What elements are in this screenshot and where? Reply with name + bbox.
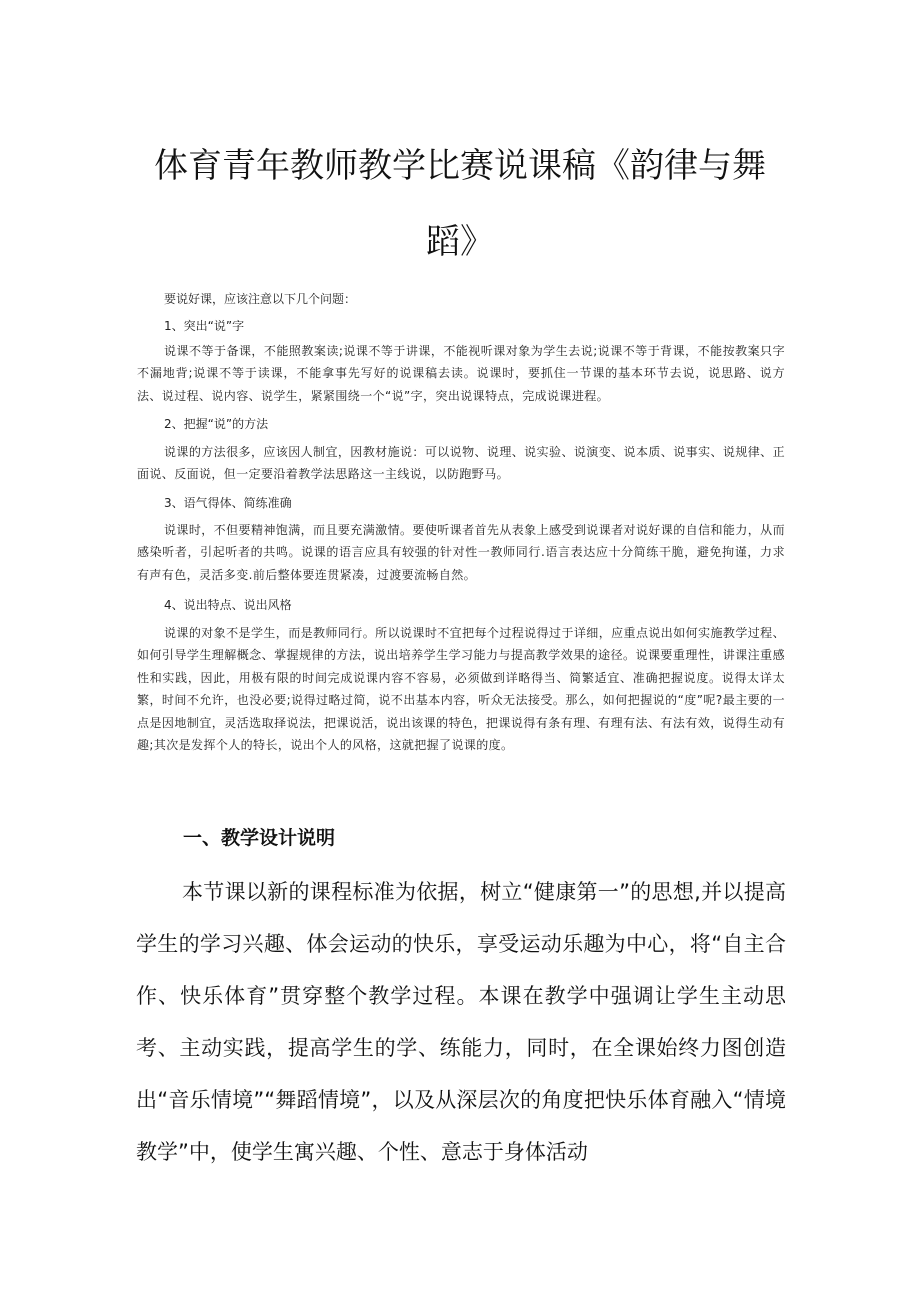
point-heading-3: 3、语气得体、简练准确 bbox=[164, 496, 292, 510]
point-paragraph-1: 说课不等于备课，不能照教案读;说课不等于讲课，不能视听课对象为学生去说;说课不等于背课，不能按教案只字不漏地背;说课不等于读课，不能拿事先写好的说课稿去读。说课时，要抓住一节课的基本环节去说，说思路、说方法、说过程、说内容、说学生，紧紧围绕一个“说”字，突出说课特点，完成说课进程。 bbox=[137, 344, 785, 403]
section-heading: 一、教学设计说明 bbox=[183, 827, 336, 849]
point-heading-2: 2、把握“说”的方法 bbox=[164, 417, 269, 431]
point-heading-4: 4、说出特点、说出风格 bbox=[164, 598, 292, 612]
point-heading-1: 1、突出“说”字 bbox=[164, 319, 245, 333]
point-paragraph-2: 说课的方法很多，应该因人制宜，因教材施说：可以说物、说理、说实验、说演变、说本质、说事实、说规律、正面说、反面说，但一定要沿着教学法思路这一主线说，以防跑野马。 bbox=[137, 445, 785, 482]
document-title-line-2: 蹈》 bbox=[426, 222, 494, 262]
section-body-paragraph: 本节课以新的课程标准为依据，树立“健康第一”的思想,并以提高学生的学习兴趣、体会运动的快乐，享受运动乐趣为中心，将“自主合作、快乐体育”贯穿整个教学过程。本课在教学中强调让学生主动思考、主动实践，提高学生的学、练能力，同时，在全课始终力图创造出“音乐情境”“舞蹈情境”，以及从深层次的角度把快乐体育融入“情境教学”中，使学生寓兴趣、个性、意志于身体活动 bbox=[136, 880, 786, 1164]
intro-text: 要说好课，应该注意以下几个问题： bbox=[164, 292, 357, 306]
point-paragraph-4: 说课的对象不是学生，而是教师同行。所以说课时不宜把每个过程说得过于详细，应重点说出如何实施教学过程、如何引导学生理解概念、掌握规律的方法，说出培养学生学习能力与提高教学效果的途径。说课要重理性，讲课注重感性和实践，因此，用极有限的时间完成说课内容不容易，必须做到详略得当、简繁适宜、准确把握说度。说得太详太繁，时间不允许，也没必要;说得过略过简，说不出基本内容，听众无法接受。那么，如何把握说的“度”呢?最主要的一点是因地制宜，灵活选取择说法，把课说活，说出该课的特色，把课说得有条有理、有理有法、有法有效，说得生动有趣;其次是发挥个人的特长，说出个人的风格，这就把握了说课的度。 bbox=[137, 626, 785, 753]
document-title-line-1: 体育青年教师教学比赛说课稿《韵律与舞 bbox=[154, 146, 766, 186]
point-paragraph-3: 说课时，不但要精神饱满，而且要充满激情。要使听课者首先从表象上感受到说课者对说好课的自信和能力，从而感染听者，引起听者的共鸣。说课的语言应具有较强的针对性一教师同行.语言表达应十分简练干脆，避免拘谨，力求有声有色，灵活多变.前后整体要连贯紧凑，过渡要流畅自然。 bbox=[137, 523, 785, 582]
